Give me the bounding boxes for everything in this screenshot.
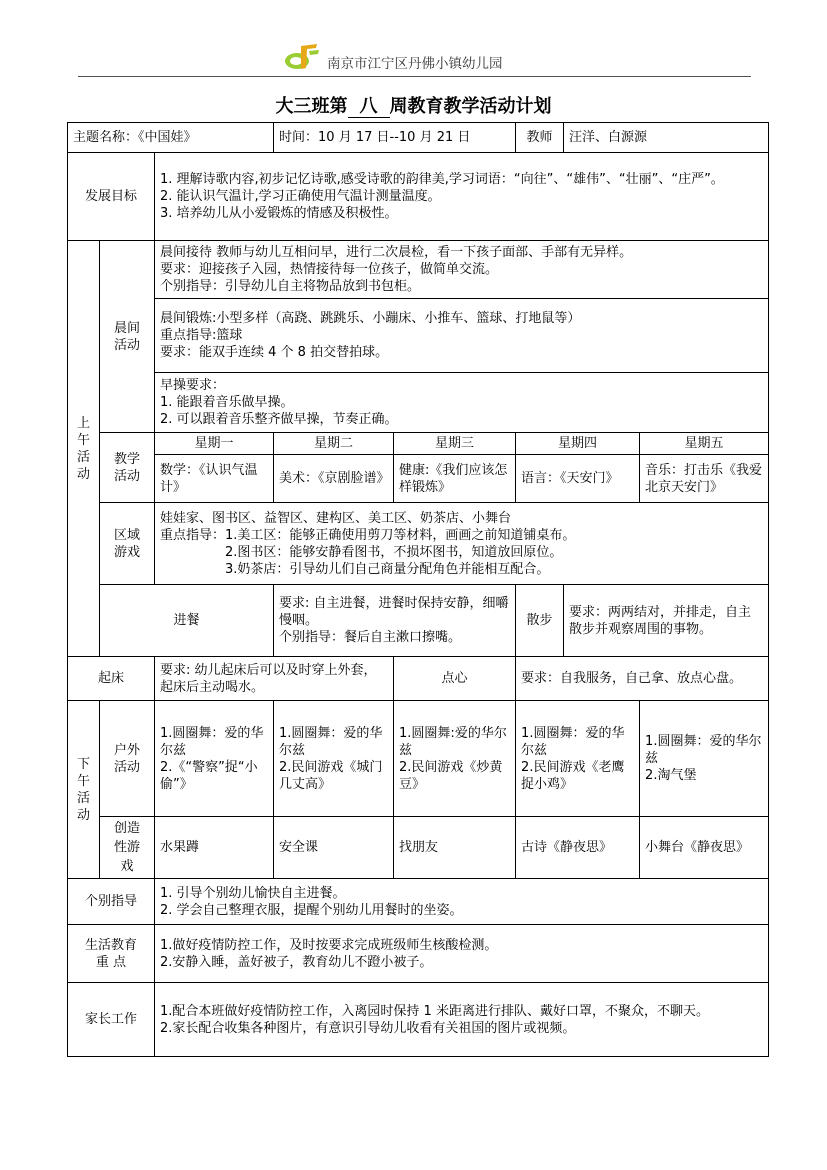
outdoor-row [68,701,769,817]
life-label: 生活教育 重 点 [68,925,155,983]
wake-row [68,657,769,701]
outdoor-label: 户外 活动 [100,701,155,817]
walk-text: 要求：两两结对，并排走，自主散步并观察周围的事物。 [564,585,769,657]
weekday-header-row [68,433,769,455]
weekday-fri: 星期五 [640,433,769,455]
morning-section-label: 上 午 活 动 [68,241,100,657]
outdoor-tue: 1.圆圈舞：爱的华尔兹 2.民间游戏《城门几丈高》 [274,701,394,817]
outdoor-thu: 1.圆圈舞：爱的华尔兹 2.民间游戏《老鹰捉小鸡》 [516,701,640,817]
page-header [0,38,827,78]
creative-label: 创造 性游 戏 [100,817,155,879]
teaching-wed: 健康:《我们应该怎样锻炼》 [394,455,516,503]
afternoon-section-label: 下 午 活 动 [68,701,100,879]
school-logo-icon [283,42,323,72]
teaching-thu: 语言：《天安门》 [516,455,640,503]
individual-label: 个别指导 [68,879,155,925]
weekday-mon: 星期一 [155,433,274,455]
wake-label: 起床 [68,657,155,701]
teaching-mon: 数学：《认识气温计》 [155,455,274,503]
life-text: 1.做好疫情防控工作，及时按要求完成班级师生核酸检测。 2.安静入睡，盖好被子，教育幼儿不蹬小被子。 [155,925,769,983]
outdoor-mon: 1.圆圈舞：爱的华尔兹 2.《“警察”捉“小偷”》 [155,701,274,817]
walk-label: 散步 [516,585,564,657]
weekly-plan-table [67,122,769,1057]
creative-wed: 找朋友 [394,817,516,879]
exercise-text: 晨间锻炼:小型多样（高跷、跳跳乐、小蹦床、小推车、篮球、打地鼠等） [160,311,581,326]
reception-row [68,241,769,299]
snack-text: 要求：自我服务，自己拿、放点心盘。 [516,657,769,701]
weekday-wed: 星期三 [394,433,516,455]
outdoor-fri: 1.圆圈舞：爱的华尔兹 2.淘气堡 [640,701,769,817]
title-suffix: 周教育教学活动计划 [389,96,552,117]
theme-cell: 主题名称：《中国娃》 [68,123,274,153]
school-name: 南京市江宁区丹佛小镇幼儿园 [327,56,503,72]
individual-text: 1. 引导个别幼儿愉快自主进餐。 2. 学会自己整理衣服，提醒个别幼儿用餐时的坐姿。 [155,879,769,925]
meal-row [68,585,769,657]
area-row [68,503,769,585]
life-row [68,925,769,983]
creative-row [68,817,769,879]
snack-label: 点心 [394,657,516,701]
teaching-row [68,455,769,503]
teacher-names: 汪洋、白源源 [564,123,769,153]
area-text: 娃娃家、图书区、益智区、建构区、美工区、奶茶店、小舞台 重点指导：1.美工区：能够正确使用剪刀等材料，画画之前知道铺桌布。 2.图书区：能够安静看图书，不损坏图书，知道放回原位。 3.奶茶店：引导幼儿们自己商量分配角色并能相互配合。 [155,503,769,585]
week-number: 八 [348,97,390,118]
exercise-focus: 重点指导:篮球 [160,328,243,343]
exercise-row [68,299,769,373]
teaching-label: 教学 活动 [100,433,155,503]
exercise-requirement: 要求：能双手连续 4 个 8 拍交替拍球。 [160,345,389,360]
drill-text: 早操要求： 1. 能跟着音乐做早操。 2. 可以跟着音乐整齐做早操，节奏正确。 [155,373,769,433]
page-title [0,92,827,118]
creative-fri: 小舞台《静夜思》 [640,817,769,879]
creative-thu: 古诗《静夜思》 [516,817,640,879]
title-prefix: 大三班第 [275,96,348,117]
meal-text: 要求: 自主进餐，进餐时保持安静，细嚼慢咽。 个别指导：餐后自主漱口擦嘴。 [274,585,516,657]
wake-text: 要求: 幼儿起床后可以及时穿上外套，起床后主动喝水。 [155,657,394,701]
weekday-tue: 星期二 [274,433,394,455]
info-row [68,123,769,153]
exercise-cell [155,299,769,373]
reception-text: 晨间接待 教师与幼儿互相问早，进行二次晨检，看一下孩子面部、手部有无异样。 要求：迎接孩子入园，热情接待每一位孩子，做简单交流。 个别指导：引导幼儿自主将物品放到书包柜。 [155,241,769,299]
weekday-thu: 星期四 [516,433,640,455]
goals-label: 发展目标 [68,153,155,241]
creative-tue: 安全课 [274,817,394,879]
morning-activity-label: 晨间 活动 [100,241,155,433]
drill-row [68,373,769,433]
meal-label: 进餐 [100,585,274,657]
area-label: 区域 游戏 [100,503,155,585]
creative-mon: 水果蹲 [155,817,274,879]
teaching-tue: 美术：《京剧脸谱》 [274,455,394,503]
time-cell: 时间：10 月 17 日--10 月 21 日 [274,123,516,153]
header-divider [78,76,751,77]
parents-text: 1.配合本班做好疫情防控工作，入离园时保持 1 米距离进行排队、戴好口罩，不聚众，不聊天。 2.家长配合收集各种图片，有意识引导幼儿收看有关祖国的图片或视频。 [155,983,769,1057]
outdoor-wed: 1.圆圈舞:爱的华尔兹 2.民间游戏《炒黄豆》 [394,701,516,817]
individual-row [68,879,769,925]
goals-text: 1. 理解诗歌内容,初步记忆诗歌,感受诗歌的韵律美,学习词语：“向往”、“雄伟”、“壮丽”、“庄严”。 2. 能认识气温计,学习正确使用气温计测量温度。 3. 培养幼儿从小爱锻炼的情感及积极性。 [155,153,769,241]
parents-label: 家长工作 [68,983,155,1057]
teaching-fri: 音乐：打击乐《我爱北京天安门》 [640,455,769,503]
parents-row [68,983,769,1057]
goals-row [68,153,769,241]
teacher-label: 教师 [516,123,564,153]
